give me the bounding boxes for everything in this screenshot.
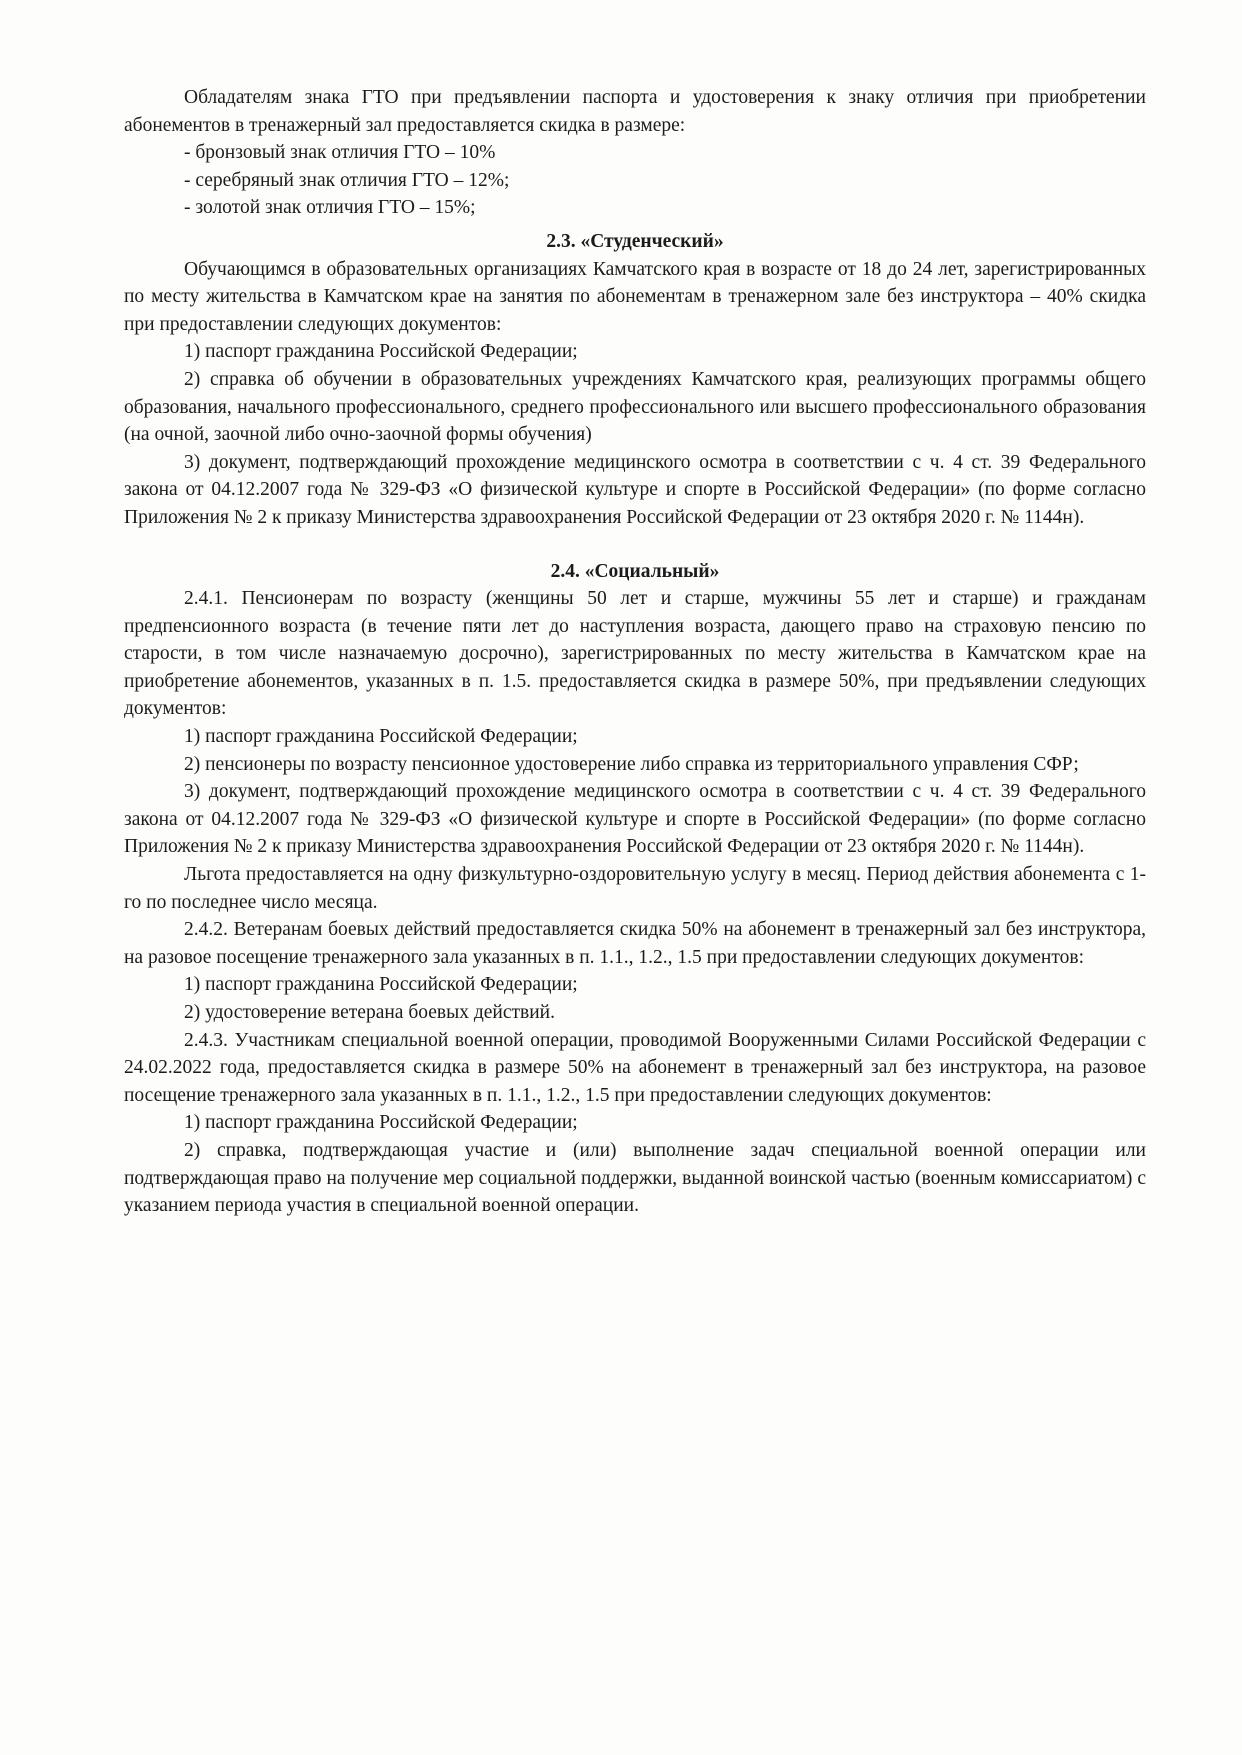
gto-item-silver: - серебряный знак отличия ГТО – 12%; [184,169,510,191]
gto-intro: Обладателям знака ГТО при предъявлении паспорта и удостоверения к знаку отличия при приобретении абонементов в тренажерный зал предоставляется скидка в размере: [124,87,1146,136]
gto-item-bronze: - бронзовый знак отличия ГТО – 10% [184,142,496,164]
paragraph-2-4-2: 2.4.2. Ветеранам боевых действий предоставляется скидка 50% на абонемент в тренажерный зал без инструктора, на разовое посещение тренажерного зала указанных в п. 1.1., 1.2., 1.5 при предоставлении следующих документов: [124,919,1146,968]
gto-item-gold: - золотой знак отличия ГТО – 15%; [184,197,476,219]
paragraph-2-4-1: 2.4.1. Пенсионерам по возрасту (женщины 50 лет и старше, мужчины 55 лет и старше) и гражданам предпенсионного возраста (в течение пяти лет до наступления возраста, дающего право на страховую пенсию по старости, в том числе назначаемую досрочно), зарегистрированных по месту жительства в Камчатском крае на приобретение абонементов, указанных в п. 1.5. предоставляется скидка в размере 50%, при предъявлении следующих документов: [124,588,1146,720]
spacer [124,532,1146,558]
student-intro: Обучающимся в образовательных организациях Камчатского края в возрасте от 18 до 24 лет, зарегистрированных по месту жительства в Камчатском крае на занятия по абонементам в тренажерном зале без инструктора – 40% скидка при предоставлении следующих документов: [124,258,1146,335]
p241-item-1: 1) паспорт гражданина Российской Федерации; [184,726,578,748]
section-heading-social: 2.4. «Социальный» [550,560,720,582]
p243-item-1: 1) паспорт гражданина Российской Федерации; [184,1112,578,1134]
p242-item-2: 2) удостоверение ветерана боевых действий. [184,1002,555,1023]
student-item-3: 3) документ, подтверждающий прохождение медицинского осмотра в соответствии с ч. 4 ст. 39 Федерального закона от 04.12.2007 года № 329-ФЗ «О физической культуре и спорте в Российской Федерации» (по форме согласно Приложения № 2 к приказу Министерства здравоохранения Российской Федерации от 23 октября 2020 г. № 1144н). [124,451,1146,528]
p241-item-3: 3) документ, подтверждающий прохождение медицинского осмотра в соответствии с ч. 4 ст. 39 Федерального закона от 04.12.2007 года № 329-ФЗ «О физической культуре и спорте в Российской Федерации» (по форме согласно Приложения № 2 к приказу Министерства здравоохранения Российской Федерации от 23 октября 2020 г. № 1144н). [124,781,1146,858]
p242-item-1: 1) паспорт гражданина Российской Федерации; [184,974,578,996]
student-item-2: 2) справка об обучении в образовательных учреждениях Камчатского края, реализующих программы общего образования, начального профессионального, среднего профессионального или высшего профессионального образования (на очной, заочной либо очно-заочной формы обучения) [124,368,1146,446]
p243-item-2: 2) справка, подтверждающая участие и (или) выполнение задач специальной военной операции или подтверждающая право на получение мер социальной поддержки, выданной воинской частью (военным комиссариатом) с указанием периода участия в специальной военной операции. [124,1139,1146,1217]
student-item-1: 1) паспорт гражданина Российской Федерации; [184,341,578,363]
p241-item-2: 2) пенсионеры по возрасту пенсионное удостоверение либо справка из территориального управления СФР; [184,753,1079,775]
paragraph-2-4-3: 2.4.3. Участникам специальной военной операции, проводимой Вооруженными Силами Российской Федерации с 24.02.2022 года, предоставляется скидка в размере 50% на абонемент в тренажерный зал без инструктора, на разовое посещение тренажерного зала указанных в п. 1.1., 1.2., 1.5 при предоставлении следующих документов: [124,1029,1146,1106]
document-body [124,84,1146,1220]
benefit-note: Льгота предоставляется на одну физкультурно-оздоровительную услугу в месяц. Период действия абонемента с 1-го по последнее число месяца. [124,864,1146,913]
section-heading-student: 2.3. «Студенческий» [546,230,724,252]
